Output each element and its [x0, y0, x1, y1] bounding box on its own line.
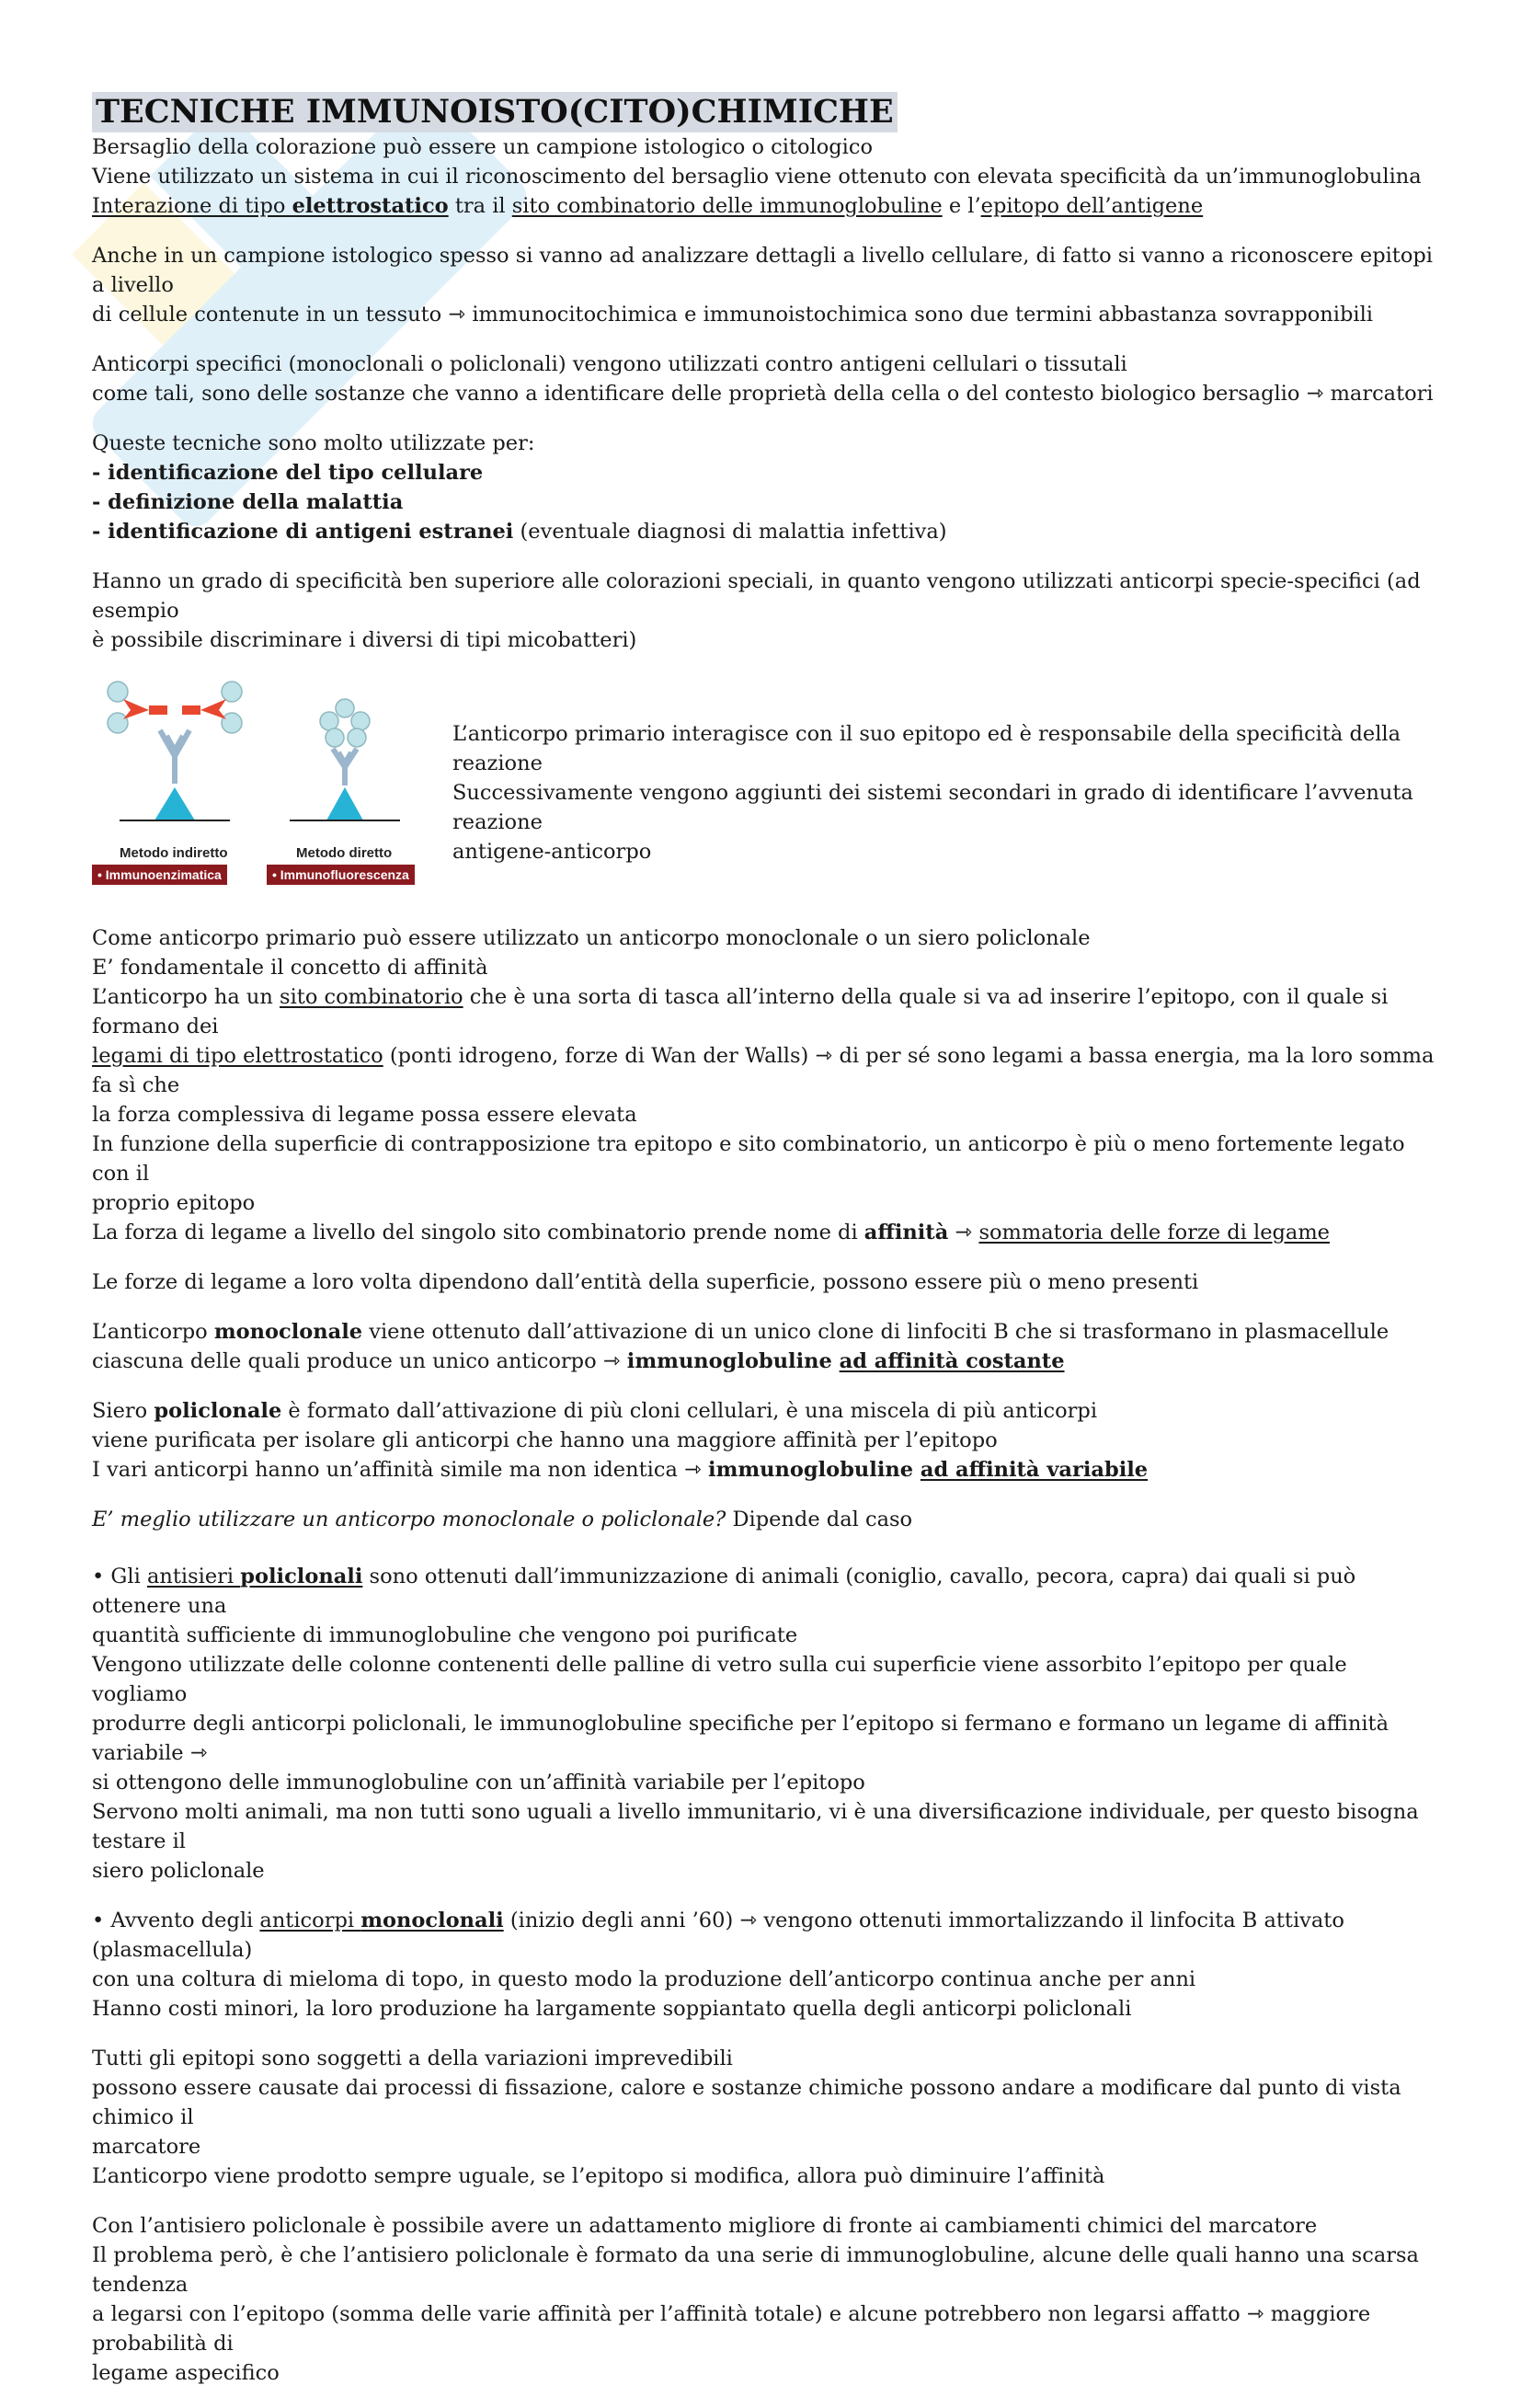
- text-run: (ponti idrogeno, forze di Wan der Walls) ⇾ di per sé sono legami a bassa energia, ma la loro somma fa sì che: [92, 1044, 1435, 1097]
- page-title: TECNICHE IMMUNOISTO(CITO)CHIMICHE: [92, 92, 898, 132]
- text-run: - definizione della malattia: [92, 490, 404, 514]
- antibody-diagram: [92, 675, 441, 859]
- intro-line: Viene utilizzato un sistema in cui il riconoscimento del bersaglio viene ottenuto con elevata specificità da un’immunoglobulina: [92, 165, 1422, 189]
- text-line: E’ fondamentale il concetto di affinità: [92, 956, 488, 980]
- antiserum-paragraph: [92, 2211, 1448, 2388]
- text-run: monoclonale: [213, 1320, 363, 1344]
- text-line: di cellule contenute in un tessuto ⇾ immunocitochimica e immunoistochimica sono due termini abbastanza sovrapponibili: [92, 303, 1373, 327]
- text-run: anticorpi: [259, 1909, 361, 1932]
- text-line: [92, 1562, 1448, 1621]
- text-line: Anticorpi specifici (monoclonali o policlonali) vengono utilizzati contro antigeni cellulari o tissutali: [92, 352, 1127, 376]
- list-item: [92, 487, 1448, 517]
- text-line: Le forze di legame a loro volta dipendono dall’entità della superficie, possono essere più o meno presenti: [92, 1270, 1199, 1294]
- text-run: sito combinatorio: [280, 985, 463, 1009]
- text-line: [92, 982, 1448, 1041]
- text-line: [92, 1347, 1448, 1376]
- intro-line: [92, 191, 1448, 221]
- text-run: elettrostatico: [292, 194, 449, 218]
- text-line: Hanno un grado di specificità ben superiore alle colorazioni speciali, in quanto vengono utilizzati anticorpi specie-specifici (ad esempio: [92, 569, 1421, 623]
- text-line: Vengono utilizzate delle colonne contenenti delle palline di vetro sulla cui superficie viene assorbito l’epitopo per quale vogliamo: [92, 1653, 1347, 1706]
- antibody-method-figure: [92, 675, 441, 896]
- text-line: a legarsi con l’epitopo (somma delle varie affinità per l’affinità totale) e alcune potrebbero non legarsi affatto ⇾ maggiore probabilità di: [92, 2302, 1371, 2356]
- text-line: Servono molti animali, ma non tutti sono uguali a livello immunitario, vi è una diversificazione individuale, per questo bisogna testare il: [92, 1800, 1419, 1853]
- text-line: Tutti gli epitopi sono soggetti a della variazioni imprevedibili: [92, 2047, 733, 2070]
- text-line: Con l’antisiero policlonale è possibile avere un adattamento migliore di fronte ai cambiamenti chimici del marcatore: [92, 2214, 1318, 2238]
- text-run: Dipende dal caso: [726, 1508, 913, 1531]
- text-run: affinità: [863, 1221, 949, 1244]
- text-line: [92, 1505, 1448, 1534]
- monoclonal-bullet: [92, 1906, 1448, 2024]
- text-run: legami di tipo elettrostatico: [92, 1044, 383, 1068]
- intro-line: Bersaglio della colorazione può essere un campione istologico o citologico: [92, 135, 874, 159]
- text-run: I vari anticorpi hanno un’affinità simile ma non identica ⇾: [92, 1458, 709, 1482]
- text-line: antigene-anticorpo: [452, 840, 652, 864]
- text-line: [92, 1455, 1448, 1485]
- text-run: ⇾: [948, 1221, 979, 1244]
- text-run: E’ meglio utilizzare un anticorpo monoclonale o policlonale?: [92, 1508, 726, 1531]
- text-run: ad affinità variabile: [920, 1458, 1149, 1482]
- text-line: marcatore: [92, 2135, 201, 2159]
- affinity-paragraph: [92, 923, 1448, 1247]
- text-run: tra il: [448, 194, 512, 218]
- polyclonal-paragraph: [92, 1396, 1448, 1485]
- text-line: è possibile discriminare i diversi di tipi micobatteri): [92, 628, 637, 652]
- text-line: [92, 1906, 1448, 1965]
- text-line: produrre degli anticorpi policlonali, le immunoglobuline specifiche per l’epitopo si fermano e formano un legame di affinità variabile ⇾: [92, 1712, 1389, 1765]
- direct-method-caption: Metodo diretto: [296, 845, 393, 861]
- text-run: e l’: [942, 194, 981, 218]
- text-run: (eventuale diagnosi di malattia infettiva): [513, 520, 947, 544]
- text-run: • Gli: [92, 1565, 147, 1588]
- text-run: - identificazione del tipo cellulare: [92, 461, 484, 485]
- monoclonal-paragraph: [92, 1317, 1448, 1376]
- text-run: (inizio degli anni ’60) ⇾ vengono ottenuti immortalizzando il linfocita B attivato (plasmacellula): [92, 1909, 1344, 1962]
- text-run: viene ottenuto dall’attivazione di un unico clone di linfociti B che si trasformano in plasmacellule: [362, 1320, 1389, 1344]
- text-run: - identificazione di antigeni estranei: [92, 520, 514, 544]
- list-item: [92, 458, 1448, 487]
- text-run: è formato dall’attivazione di più cloni cellulari, è una miscela di più anticorpi: [281, 1399, 1098, 1423]
- text-line: [92, 1041, 1448, 1100]
- text-run: policlonale: [154, 1399, 282, 1423]
- text-run: monoclonali: [360, 1909, 504, 1932]
- immunoenzymatic-badge: • Immunoenzimatica: [92, 865, 227, 885]
- uses-list: [92, 429, 1448, 546]
- text-line: la forza complessiva di legame possa essere elevata: [92, 1103, 637, 1127]
- text-line: come tali, sono delle sostanze che vanno a identificare delle proprietà della cella o del contesto biologico bersaglio ⇾ marcatori: [92, 382, 1434, 406]
- specificity-paragraph: [92, 567, 1448, 655]
- question-paragraph: [92, 1505, 1448, 1534]
- text-run: sono ottenuti dall’immunizzazione di animali (coniglio, cavallo, pecora, capra) dai quali si può ottenere una: [92, 1565, 1356, 1618]
- text-line: L’anticorpo primario interagisce con il suo epitopo ed è responsabile della specificità della reazione: [452, 722, 1401, 775]
- indirect-method-diagram: [108, 682, 242, 820]
- intro-paragraph: [92, 132, 1448, 221]
- text-run: immunoglobuline: [626, 1349, 840, 1373]
- text-line: In funzione della superficie di contrapposizione tra epitopo e sito combinatorio, un anticorpo è più o meno fortemente legato con il: [92, 1132, 1405, 1186]
- figure-description: [452, 675, 1446, 866]
- text-line: Successivamente vengono aggiunti dei sistemi secondari in grado di identificare l’avvenuta reazione: [452, 781, 1413, 834]
- text-line: [92, 1317, 1448, 1347]
- text-line: [92, 1396, 1448, 1426]
- text-run: epitopo dell’antigene: [980, 194, 1204, 218]
- text-run: L’anticorpo ha un: [92, 985, 280, 1009]
- text-line: con una coltura di mieloma di topo, in questo modo la produzione dell’anticorpo continua anche per anni: [92, 1967, 1196, 1991]
- indirect-method-caption: Metodo indiretto: [120, 845, 228, 861]
- text-line: possono essere causate dai processi di fissazione, calore e sostanze chimiche possono andare a modificare dal punto di vista chimico il: [92, 2076, 1401, 2129]
- direct-method-diagram: [290, 699, 400, 820]
- text-run: sito combinatorio delle immunoglobuline: [511, 194, 943, 218]
- text-run: immunoglobuline: [708, 1458, 921, 1482]
- text-line: proprio epitopo: [92, 1191, 256, 1215]
- text-line: Come anticorpo primario può essere utilizzato un anticorpo monoclonale o un siero policlonale: [92, 926, 1091, 950]
- text-line: Il problema però, è che l’antisiero policlonale è formato da una serie di immunoglobuline, alcune delle quali hanno una scarsa tendenza: [92, 2243, 1419, 2297]
- text-line: Anche in un campione istologico spesso si vanno ad analizzare dettagli a livello cellulare, di fatto si vanno a riconoscere epitopi a livello: [92, 244, 1433, 297]
- text-run: L’anticorpo: [92, 1320, 214, 1344]
- text-line: legame aspecifico: [92, 2361, 280, 2385]
- text-run: La forza di legame a livello del singolo sito combinatorio prende nome di: [92, 1221, 864, 1244]
- epitopes-paragraph: [92, 2044, 1448, 2191]
- text-run: ad affinità costante: [839, 1349, 1065, 1373]
- text-run: che è una sorta di tasca all’interno della quale si va ad inserire l’epitopo, con il quale si formano dei: [92, 985, 1389, 1038]
- forces-paragraph: [92, 1267, 1448, 1297]
- text-run: policlonali: [240, 1565, 363, 1588]
- text-run: Interazione di tipo: [92, 194, 292, 218]
- text-line: [92, 1218, 1448, 1247]
- text-line: Hanno costi minori, la loro produzione ha largamente soppiantato quella degli anticorpi policlonali: [92, 1997, 1132, 2021]
- immunofluorescence-badge: • Immunofluorescenza: [267, 865, 415, 885]
- document-page: [92, 92, 1448, 2408]
- antibodies-paragraph: [92, 350, 1448, 408]
- text-run: sommatoria delle forze di legame: [978, 1221, 1330, 1244]
- text-line: viene purificata per isolare gli anticorpi che hanno una maggiore affinità per l’epitopo: [92, 1428, 998, 1452]
- text-line: si ottengono delle immunoglobuline con un’affinità variabile per l’epitopo: [92, 1771, 865, 1795]
- text-run: • Avvento degli: [92, 1909, 260, 1932]
- text-run: ciascuna delle quali produce un unico anticorpo ⇾: [92, 1349, 627, 1373]
- text-line: L’anticorpo viene prodotto sempre uguale, se l’epitopo si modifica, allora può diminuire l’affinità: [92, 2164, 1105, 2188]
- text-run: Siero: [92, 1399, 154, 1423]
- list-item: [92, 517, 1448, 546]
- list-intro: Queste tecniche sono molto utilizzate per:: [92, 431, 535, 455]
- figure-row: [92, 675, 1448, 896]
- text-line: quantità sufficiente di immunoglobuline che vengono poi purificate: [92, 1623, 798, 1647]
- polyclonal-bullet: [92, 1562, 1448, 1886]
- text-line: siero policlonale: [92, 1859, 265, 1883]
- cells-paragraph: [92, 241, 1448, 329]
- text-run: antisieri: [146, 1565, 241, 1588]
